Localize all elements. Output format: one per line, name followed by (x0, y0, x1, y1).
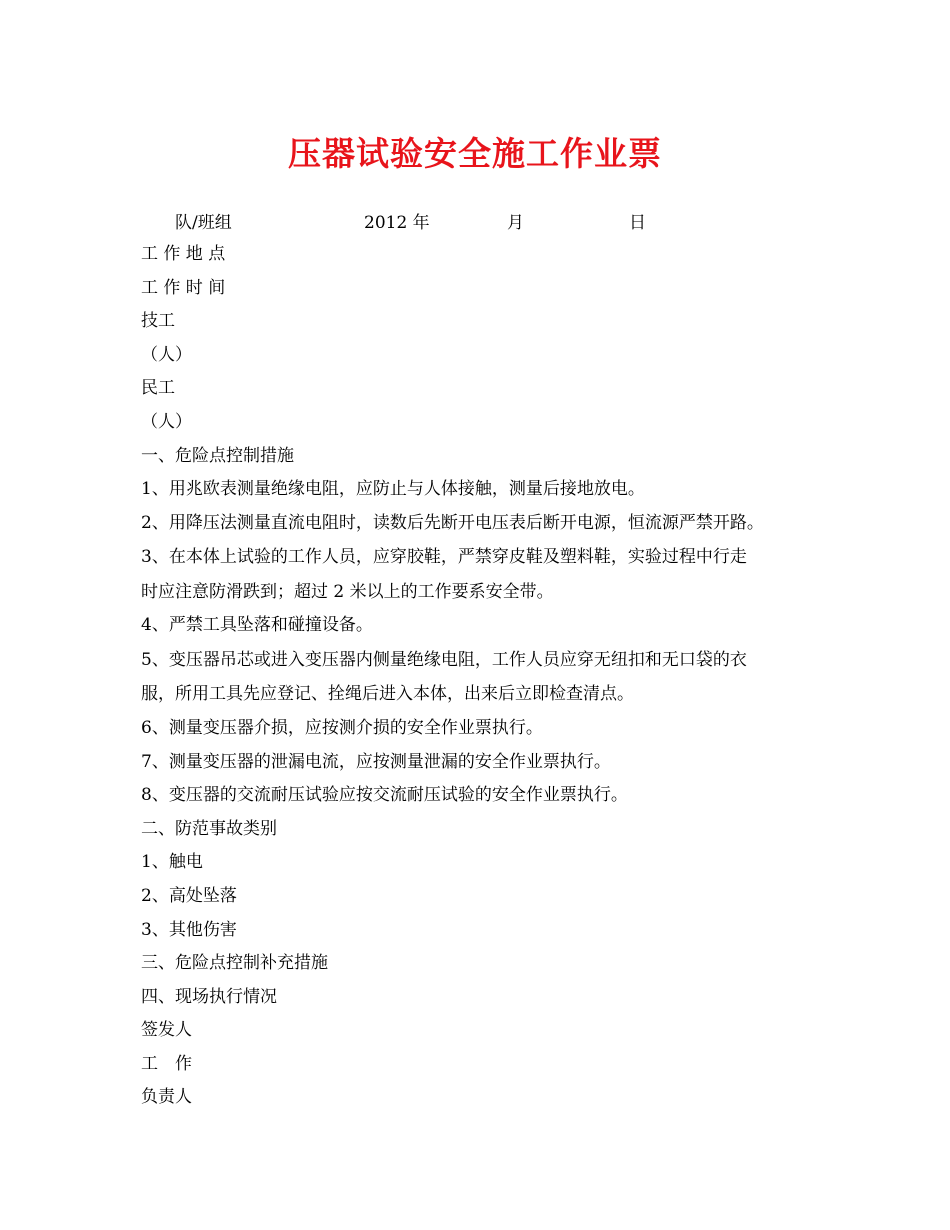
work-time-label: 工 作 时 间 (141, 277, 226, 298)
work-location-label: 工 作 地 点 (141, 244, 226, 264)
measure-item-1: 1、用兆欧表测量绝缘电阻，应防止与人体接触，测量后接地放电。 (141, 479, 645, 500)
accident-type-3: 3、其他伤害 (141, 919, 237, 940)
responsible-person-label: 负责人 (141, 1087, 192, 1108)
accident-type-1: 1、触电 (141, 852, 203, 873)
measure-item-4: 4、严禁工具坠落和碰撞设备。 (141, 615, 373, 636)
technician-unit: （人） (141, 344, 192, 365)
section-heading-2: 二、防范事故类别 (141, 818, 277, 839)
section-heading-1: 一、危险点控制措施 (141, 445, 294, 466)
team-label: 队/班组 (175, 213, 232, 233)
month-label: 月 (507, 213, 524, 233)
measure-item-8: 8、变压器的交流耐压试验应按交流耐压试验的安全作业票执行。 (141, 785, 628, 806)
measure-item-3-line-2: 时应注意防滑跌到；超过 2 米以上的工作要系安全带。 (141, 581, 554, 602)
technician-label: 技工 (141, 311, 175, 332)
measure-item-5-line-1: 5、变压器吊芯或进入变压器内侧量绝缘电阻，工作人员应穿无纽扣和无口袋的衣 (141, 649, 747, 670)
accident-type-2: 2、高处坠落 (141, 885, 237, 906)
document-title: 压器试验安全施工作业票 (288, 134, 662, 173)
laborer-unit: （人） (141, 411, 192, 432)
work-label: 工 作 (141, 1053, 192, 1074)
measure-item-6: 6、测量变压器介损，应按测介损的安全作业票执行。 (141, 717, 543, 738)
issuer-label: 签发人 (141, 1020, 192, 1041)
document-body (141, 238, 821, 1115)
day-label: 日 (629, 213, 646, 233)
year-label: 2012 年 (364, 213, 430, 233)
section-heading-4: 四、现场执行情况 (141, 986, 277, 1007)
measure-item-3-line-1: 3、在本体上试验的工作人员，应穿胶鞋，严禁穿皮鞋及塑料鞋，实验过程中行走 (141, 547, 747, 568)
measure-item-7: 7、测量变压器的泄漏电流，应按测量泄漏的安全作业票执行。 (141, 751, 611, 772)
measure-item-5-line-2: 服，所用工具先应登记、拴绳后进入本体，出来后立即检查清点。 (141, 684, 634, 705)
section-heading-3: 三、危险点控制补充措施 (141, 953, 328, 974)
header-row (0, 208, 950, 234)
measure-item-2: 2、用降压法测量直流电阻时，读数后先断开电压表后断开电源，恒流源严禁开路。 (141, 512, 764, 533)
laborer-label: 民工 (141, 378, 175, 399)
